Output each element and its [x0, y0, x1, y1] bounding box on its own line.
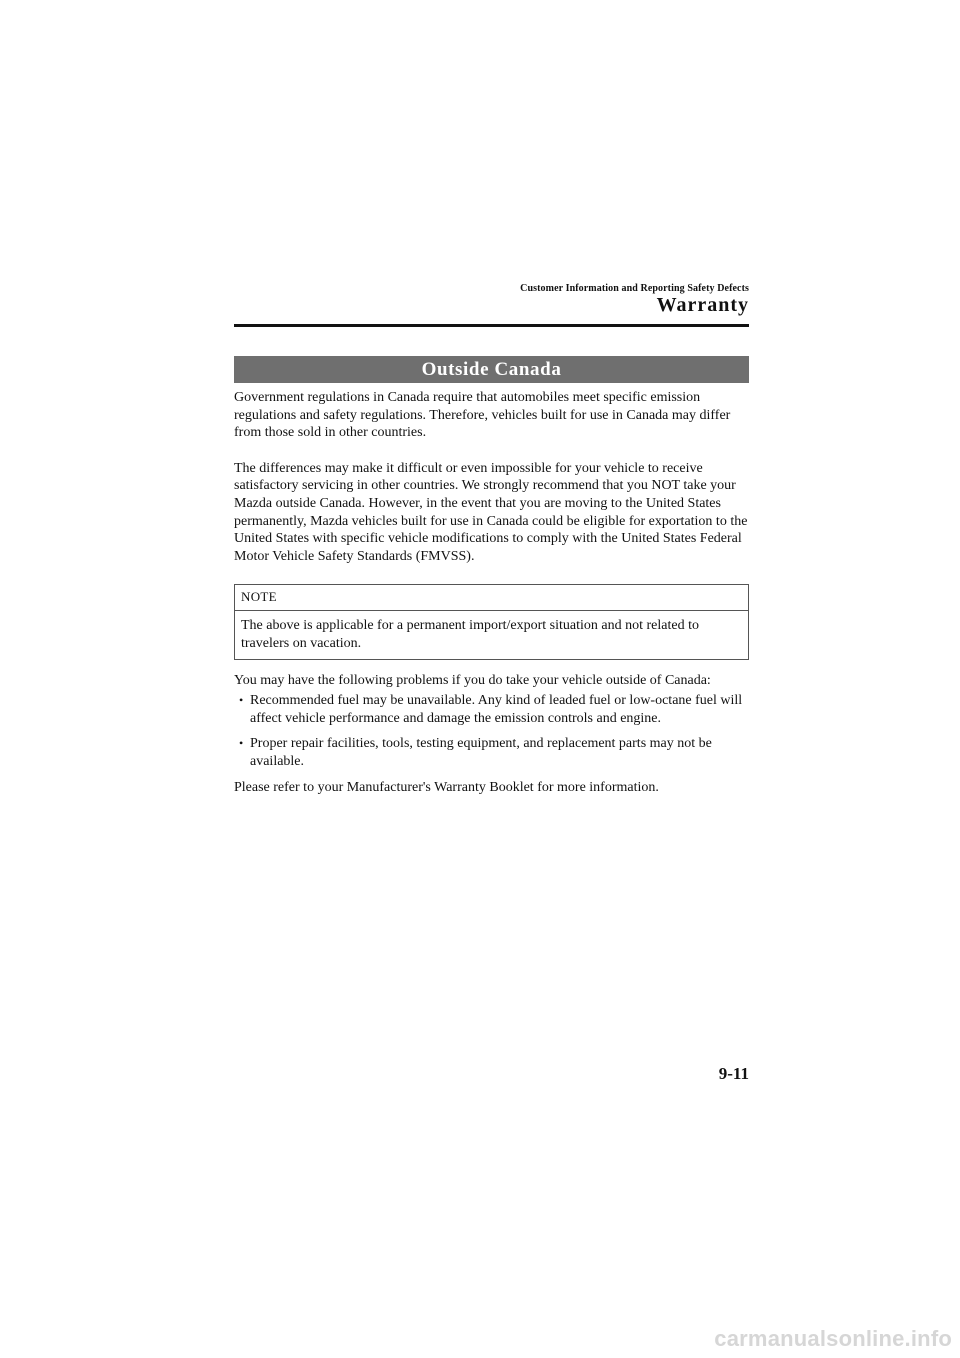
list-item	[234, 692, 751, 727]
chapter-header: Customer Information and Reporting Safety Defects	[520, 283, 749, 294]
page-number: 9-11	[718, 1064, 749, 1083]
problems-list	[234, 692, 751, 770]
note-label: NOTE	[235, 585, 748, 611]
list-item-text: Proper repair facilities, tools, testing equipment, and replacement parts may not be available.	[250, 736, 712, 769]
bullet-icon: •	[239, 693, 244, 708]
section-heading-bar	[234, 356, 749, 383]
watermark-logo: carmanualsonline.info	[714, 1326, 952, 1351]
paragraph-differences: The differences may make it difficult or even impossible for your vehicle to receive satisfactory servicing in other countries. We strongly recommend that you NOT take your Mazda outside Canada. However, in the event that you are moving to the United States permanently, Mazda vehicles built for use in Canada could be eligible for exportation to the United States with specific vehicle modifications to comply with the United States Federal Motor Vehicle Safety Standards (FMVSS).	[234, 460, 748, 564]
chapter-section-title: Warranty	[656, 294, 749, 316]
paragraph-refer-booklet: Please refer to your Manufacturer's Warranty Booklet for more information.	[234, 779, 659, 795]
paragraph-regulations: Government regulations in Canada require that automobiles meet specific emission regulations and safety regulations. Therefore, vehicles built for use in Canada may differ from those sold in other countries.	[234, 390, 731, 441]
header-divider	[234, 324, 749, 327]
note-box	[234, 584, 749, 659]
bullet-icon: •	[239, 736, 244, 751]
list-item	[234, 735, 751, 770]
note-text: The above is applicable for a permanent import/export situation and not related to travelers on vacation.	[241, 618, 699, 651]
paragraph-problems-intro: You may have the following problems if you do take your vehicle outside of Canada:	[234, 672, 711, 688]
section-heading: Outside Canada	[421, 359, 562, 380]
list-item-text: Recommended fuel may be unavailable. Any kind of leaded fuel or low-octane fuel will affect vehicle performance and damage the emission controls and engine.	[250, 693, 743, 726]
body-content	[234, 389, 751, 796]
